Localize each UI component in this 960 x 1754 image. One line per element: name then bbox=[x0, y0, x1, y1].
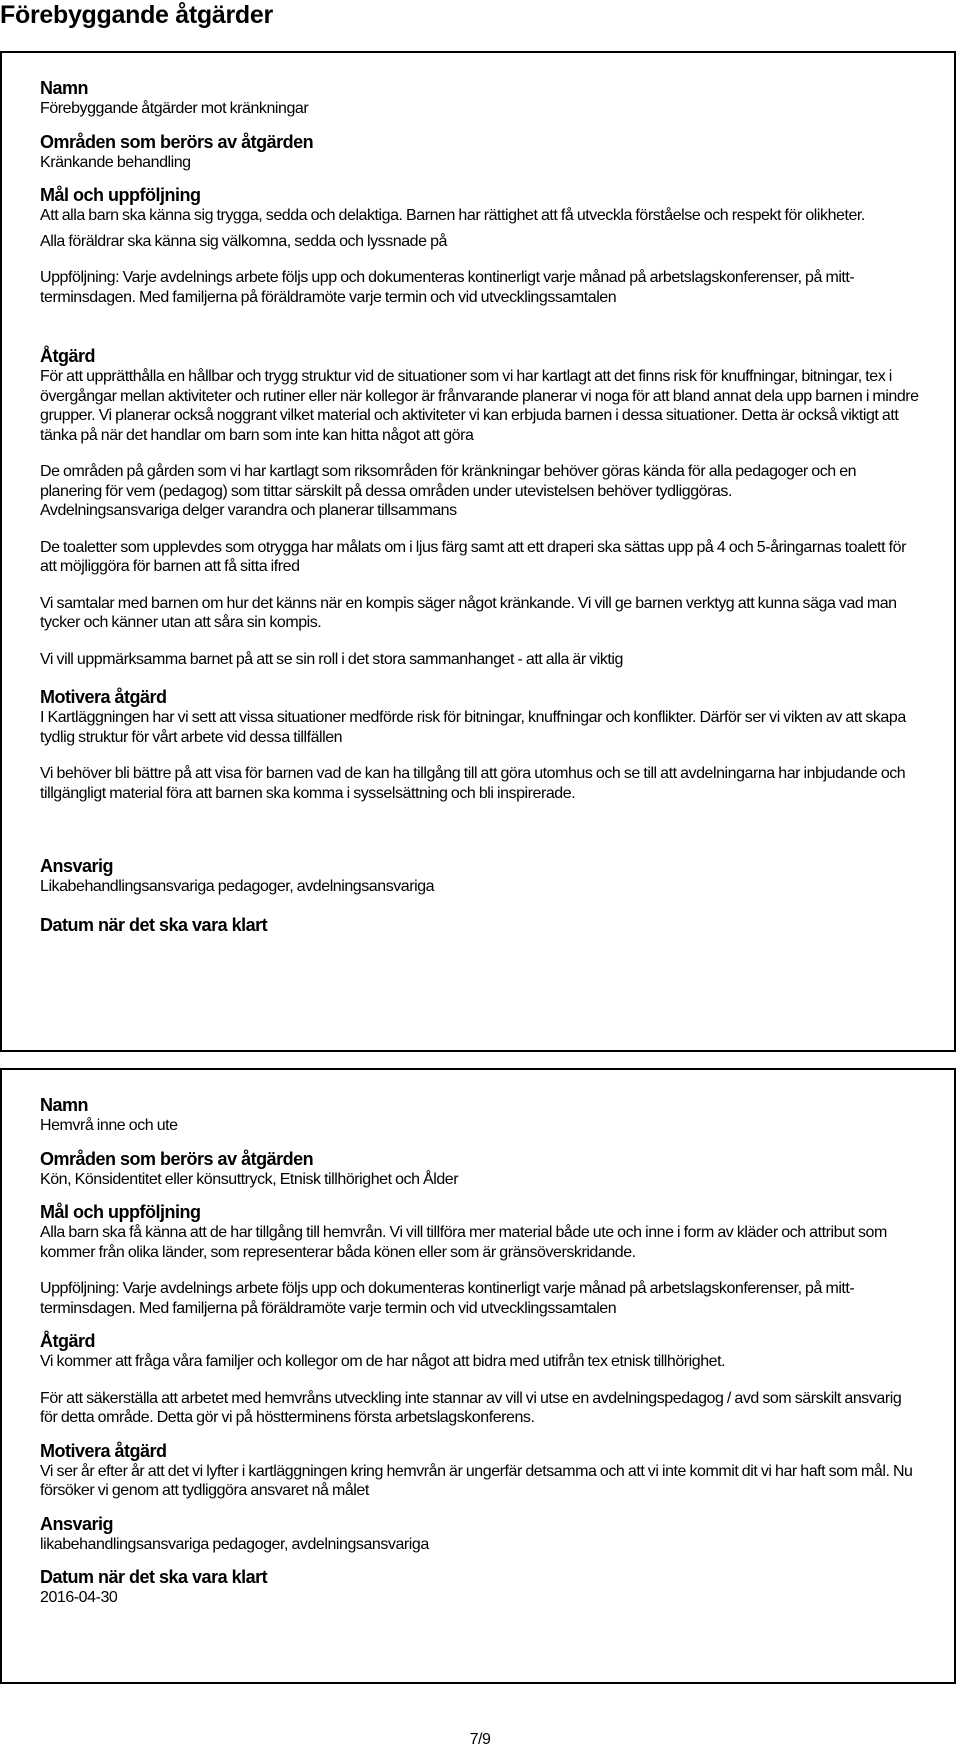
goal-paragraph: Alla föräldrar ska känna sig välkomna, sedda och lyssnade på bbox=[40, 232, 447, 250]
responsible-value: likabehandlingsansvariga pedagoger, avdelningsansvariga bbox=[40, 1535, 429, 1553]
responsible-label: Ansvarig bbox=[40, 856, 114, 876]
motive-label: Motivera åtgärd bbox=[40, 1440, 167, 1461]
action-paragraph: Vi kommer att fråga våra familjer och kollegor om de har något att bidra med utifrån tex etnisk tillhörighet. bbox=[40, 1353, 726, 1370]
name-label: Namn bbox=[40, 78, 89, 98]
responsible-label: Ansvarig bbox=[40, 1513, 114, 1534]
action-paragraph: De toaletter som upplevdes som otrygga har målats om i ljus färg samt att ett draperi ska sättas upp på 4 och 5-åringarnas toalett för att möjliggöra för barnen att få sitta ifred bbox=[40, 538, 906, 575]
action-paragraph: För att säkerställa att arbetet med hemvråns utveckling inte stannar av vill vi utse en avdelningspedagog / avd som särskilt ansvarig för detta område. Detta gör vi på höstterminens första arbetslagskonferens. bbox=[40, 1389, 902, 1426]
goal-paragraph: Uppföljning: Varje avdelnings arbete följs upp och dokumenteras kontinerligt varje månad på arbetslagskonferenser, på mitt-terminsdagen. Med familjerna på föräldramöte varje termin och vid utvecklingssamtalen bbox=[40, 1280, 855, 1317]
motive-paragraph: I Kartläggningen har vi sett att vissa situationer medförde risk för bitningar, knuffningar och konflikter. Därför ser vi vikten av att skapa tydlig struktur för vårt arbete vid dessa tillfällen bbox=[40, 709, 906, 746]
name-label: Namn bbox=[40, 1095, 89, 1115]
name-value: Förebyggande åtgärder mot kränkningar bbox=[40, 100, 309, 117]
goal-paragraph: Att alla barn ska känna sig trygga, sedda och delaktiga. Barnen har rättighet att få utveckla förståelse och respekt för olikheter. bbox=[40, 207, 865, 224]
action-paragraph: De områden på gården som vi har kartlagt som riksområden för kränkningar behöver göras kända för alla pedagoger och en planering för vem (pedagog) som tittar särskilt på dessa områden under utevistelsen behöver tydliggöras. bbox=[40, 463, 857, 500]
goal-label: Mål och uppföljning bbox=[40, 1202, 201, 1222]
motive-paragraph: Vi behöver bli bättre på att visa för barnen vad de kan ha tillgång till att göra utomhus och se till att avdelningarna har inbjudande och tillgängligt material föra att barnen ska komma i sysselsättning och bli inspirerade. bbox=[40, 765, 906, 802]
date-value: 2016-04-30 bbox=[40, 1589, 118, 1606]
measure-card bbox=[0, 51, 956, 1052]
goal-paragraph: Uppföljning: Varje avdelnings arbete följs upp och dokumenteras kontinerligt varje månad på arbetslagskonferenser, på mitt-terminsdagen. Med familjerna på föräldramöte varje termin och vid utvecklingssamtalen bbox=[40, 269, 855, 306]
motive-paragraph: Vi ser år efter år att det vi lyfter i kartläggningen kring hemvrån är ungerfär detsamma och att vi inte kommit dit vi har haft som mål. Nu försöker vi genom att tydliggöra ansvaret nå målet bbox=[40, 1462, 913, 1499]
goal-paragraph: Alla barn ska få känna att de har tillgång till hemvrån. Vi vill tillföra mer material både ute och inne i form av kläder och attribut som kommer från olika länder, som representerar båda könen eller som är gränsöverskridande. bbox=[40, 1224, 887, 1261]
page-title: Förebyggande åtgärder bbox=[0, 1, 273, 29]
action-paragraph: Vi samtalar med barnen om hur det känns när en kompis säger något kränkande. Vi vill ge barnen verktyg att kunna säga vad man tycker och känner utan att såra sin kompis. bbox=[40, 594, 897, 631]
date-label: Datum när det ska vara klart bbox=[40, 914, 268, 935]
goal-label: Mål och uppföljning bbox=[40, 185, 201, 205]
action-label: Åtgärd bbox=[40, 346, 95, 366]
areas-value: Kön, Könsidentitet eller könsuttryck, Etnisk tillhörighet och Ålder bbox=[40, 1170, 459, 1188]
action-paragraph: Avdelningsansvariga delger varandra och planerar tillsammans bbox=[40, 502, 457, 519]
action-label: Åtgärd bbox=[40, 1331, 95, 1351]
name-value: Hemvrå inne och ute bbox=[40, 1117, 178, 1134]
responsible-value: Likabehandlingsansvariga pedagoger, avdelningsansvariga bbox=[40, 878, 435, 895]
page-number: 7/9 bbox=[469, 1731, 491, 1748]
areas-value: Kränkande behandling bbox=[40, 153, 191, 171]
motive-label: Motivera åtgärd bbox=[40, 687, 167, 707]
date-label: Datum när det ska vara klart bbox=[40, 1567, 268, 1587]
measure-card bbox=[0, 1068, 956, 1684]
areas-label: Områden som berörs av åtgärden bbox=[40, 131, 314, 152]
action-paragraph: Vi vill uppmärksamma barnet på att se sin roll i det stora sammanhanget - att alla är viktig bbox=[40, 650, 623, 668]
action-paragraph: För att upprätthålla en hållbar och trygg struktur vid de situationer som vi har kartlagt att det finns risk för knuffningar, bitningar, tex i övergångar mellan aktiviteter och rutiner eller när kollegor är frånvarande planerar vi noga för att bland annat dela upp barnen i mindre grupper. Vi planerar också noggrant vilket material och aktiviteter vi kan erbjuda barnen i dessa situationer. Detta är också viktigt att tänka på när det handlar om barn som inte kan hitta något att göra bbox=[40, 368, 919, 444]
areas-label: Områden som berörs av åtgärden bbox=[40, 1148, 314, 1169]
